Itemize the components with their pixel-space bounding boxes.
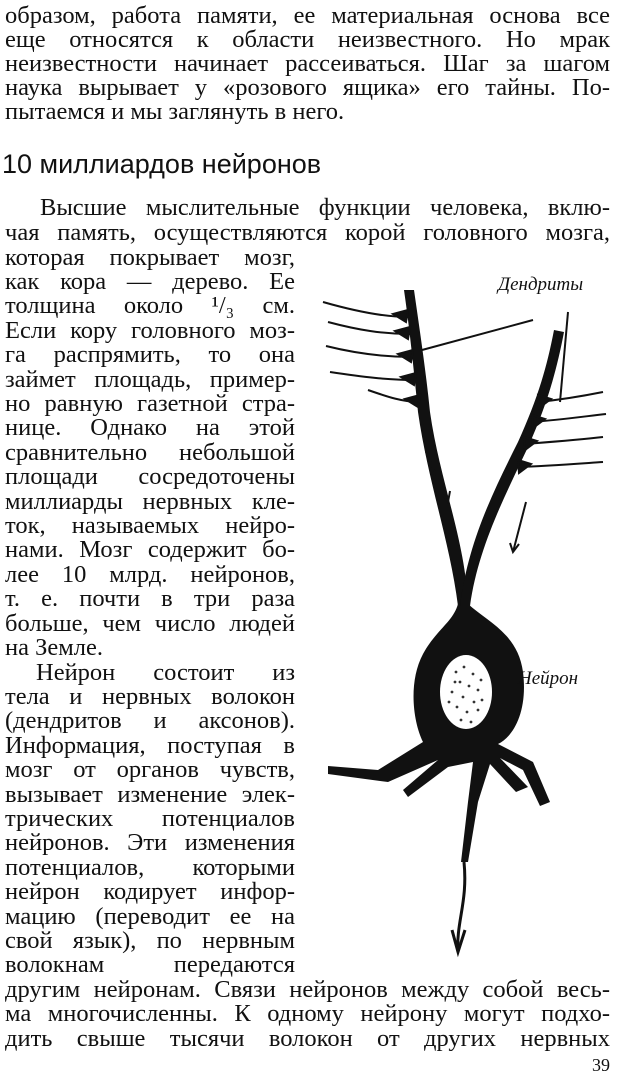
text-line: Нейрон состоит из	[36, 659, 295, 686]
text-line: как кора — дерево. Ее	[5, 268, 295, 295]
dendrites-label: Дендриты	[498, 274, 584, 295]
dendrite-trunks-icon	[404, 290, 564, 606]
neuron-body-icon	[328, 604, 550, 862]
text-line: на Земле.	[5, 634, 103, 661]
section-heading: 10 миллиардов нейронов	[2, 149, 322, 179]
text-line: образом, работа памяти, ее материальная основа все	[5, 2, 610, 29]
text-line: еще относятся к области неизвестного. Но мрак	[5, 26, 610, 53]
text-line: займет площадь, пример-	[5, 366, 295, 393]
text-line: тела и нервных волокон	[5, 683, 295, 710]
axon-icon	[452, 862, 465, 952]
text-line: га распрямить, то она	[5, 341, 295, 368]
text-line: ток, называемых нейро-	[5, 512, 295, 539]
text-line: Если кору головного моз-	[5, 317, 295, 344]
text-line: мацию (переводит ее на	[5, 903, 295, 930]
text-line: свой язык), по нервным	[5, 927, 295, 954]
text-line: другим нейронам. Связи нейронов между собой весь-	[5, 976, 610, 1003]
text-line: площади сосредоточены	[5, 463, 295, 490]
neuron-label: Нейрон	[518, 668, 579, 689]
text-line: Высшие мыслительные функции человека, вклю-	[40, 194, 610, 221]
text-line: чая память, осуществляются корой головного мозга,	[5, 219, 610, 246]
text-line: нейрон кодирует инфор-	[5, 878, 295, 905]
text-line: волокнам передаются	[5, 951, 295, 978]
text-line: неизвестности начинает рассеиваться. Шаг за шагом	[5, 50, 610, 77]
text-line: пытаемся и мы заглянуть в него.	[5, 98, 345, 125]
text-line: наука вырывает у «розового ящика» его тайны. По-	[5, 74, 610, 101]
text-line: больше, чем число людей	[5, 610, 295, 637]
text-line: трических потенциалов	[5, 805, 295, 832]
page-number: 39	[592, 1055, 610, 1075]
text-line: Информация, поступая в	[5, 732, 295, 759]
text-line: толщина около ¹/₃ см.	[5, 292, 295, 319]
text-line: миллиарды нервных кле-	[5, 488, 295, 515]
text-line: (дендритов и аксонов).	[5, 707, 295, 734]
synapse-fibers-left-icon	[323, 302, 420, 407]
text-line: ма многочисленны. К одному нейрону могут подхо-	[5, 1000, 610, 1027]
text-line: нейронов. Эти изменения	[5, 829, 295, 856]
text-line: дить свыше тысячи волокон от других нервных	[5, 1025, 610, 1052]
text-line: лее 10 млрд. нейронов,	[5, 561, 295, 588]
text-line: мозг от органов чувств,	[5, 756, 295, 783]
text-line: вызывает изменение элек-	[5, 781, 295, 808]
text-line: нице. Однако на этой	[5, 414, 295, 441]
text-line: которая покрывает мозг,	[5, 244, 295, 271]
text-line: но равную газетной стра-	[5, 390, 295, 417]
text-line: сравнительно небольшой	[5, 439, 295, 466]
neuron-illustration	[318, 262, 614, 962]
text-line: потенциалов, которыми	[5, 854, 295, 881]
text-line: нами. Мозг содержит бо-	[5, 536, 295, 563]
text-line: т. е. почти в три раза	[5, 585, 295, 612]
